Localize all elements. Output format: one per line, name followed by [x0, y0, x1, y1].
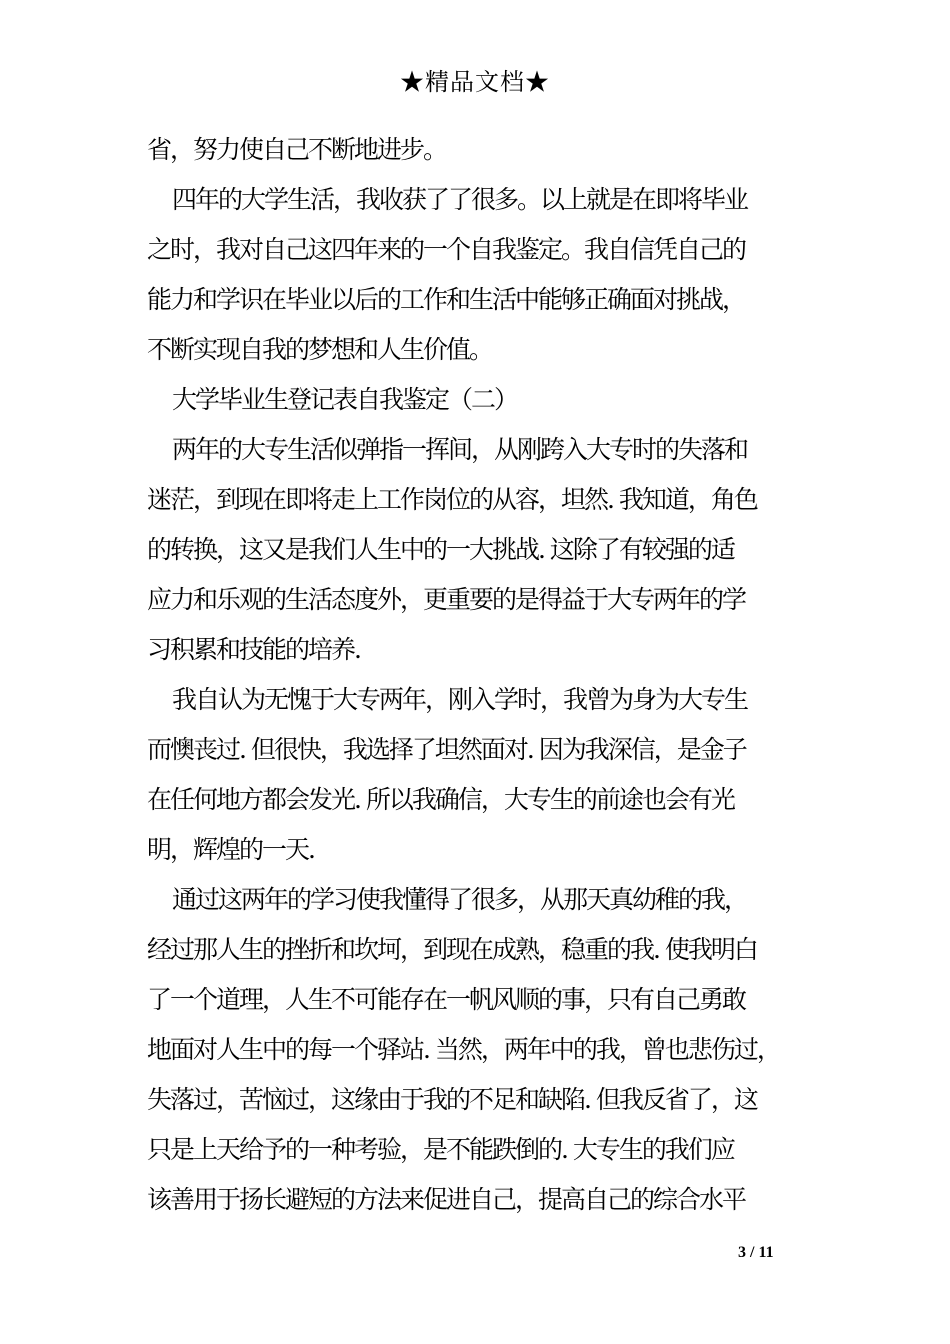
- text-line: 习积累和技能的培养.: [147, 635, 360, 664]
- text-line: 在任何地方都会发光. 所以我确信，大专生的前途也会有光: [147, 785, 734, 814]
- text-line: 迷茫，到现在即将走上工作岗位的从容，坦然. 我知道，角色: [147, 485, 757, 514]
- paragraph-first-line: 四年的大学生活，我收获了了很多。以上就是在即将毕业: [172, 185, 748, 214]
- page-number: 3 / 11: [738, 1244, 774, 1261]
- paragraph-first-line: 两年的大专生活似弹指一挥间，从刚跨入大专时的失落和: [172, 435, 748, 464]
- paragraph-first-line: 我自认为无愧于大专两年，刚入学时，我曾为身为大专生: [172, 685, 748, 714]
- text-line: 省，努力使自己不断地进步。: [147, 135, 447, 164]
- text-line: 明，辉煌的一天.: [147, 835, 314, 864]
- text-line: 而懊丧过. 但很快，我选择了坦然面对. 因为我深信，是金子: [147, 735, 746, 764]
- text-line: 能力和学识在毕业以后的工作和生活中能够正确面对挑战，: [147, 285, 746, 314]
- text-line: 只是上天给予的一种考验，是不能跌倒的. 大专生的我们应: [147, 1135, 734, 1164]
- section-heading: 大学毕业生登记表自我鉴定（二）: [172, 385, 518, 414]
- text-line: 不断实现自我的梦想和人生价值。: [147, 335, 493, 364]
- text-line: 该善用于扬长避短的方法来促进自己，提高自己的综合水平: [147, 1185, 746, 1214]
- text-line: 的转换，这又是我们人生中的一大挑战. 这除了有较强的适: [147, 535, 734, 564]
- page-header: ★精品文档★: [400, 68, 550, 96]
- text-line: 经过那人生的挫折和坎坷，到现在成熟，稳重的我. 使我明白: [147, 935, 757, 964]
- text-line: 了一个道理，人生不可能存在一帆风顺的事，只有自己勇敢: [147, 985, 746, 1014]
- text-line: 应力和乐观的生活态度外，更重要的是得益于大专两年的学: [147, 585, 746, 614]
- text-line: 地面对人生中的每一个驿站. 当然，两年中的我，曾也悲伤过，: [147, 1035, 780, 1064]
- text-line: 之时，我对自己这四年来的一个自我鉴定。我自信凭自己的: [147, 235, 746, 264]
- paragraph-first-line: 通过这两年的学习使我懂得了很多，从那天真幼稚的我，: [172, 885, 748, 914]
- text-line: 失落过，苦恼过，这缘由于我的不足和缺陷. 但我反省了，这: [147, 1085, 757, 1114]
